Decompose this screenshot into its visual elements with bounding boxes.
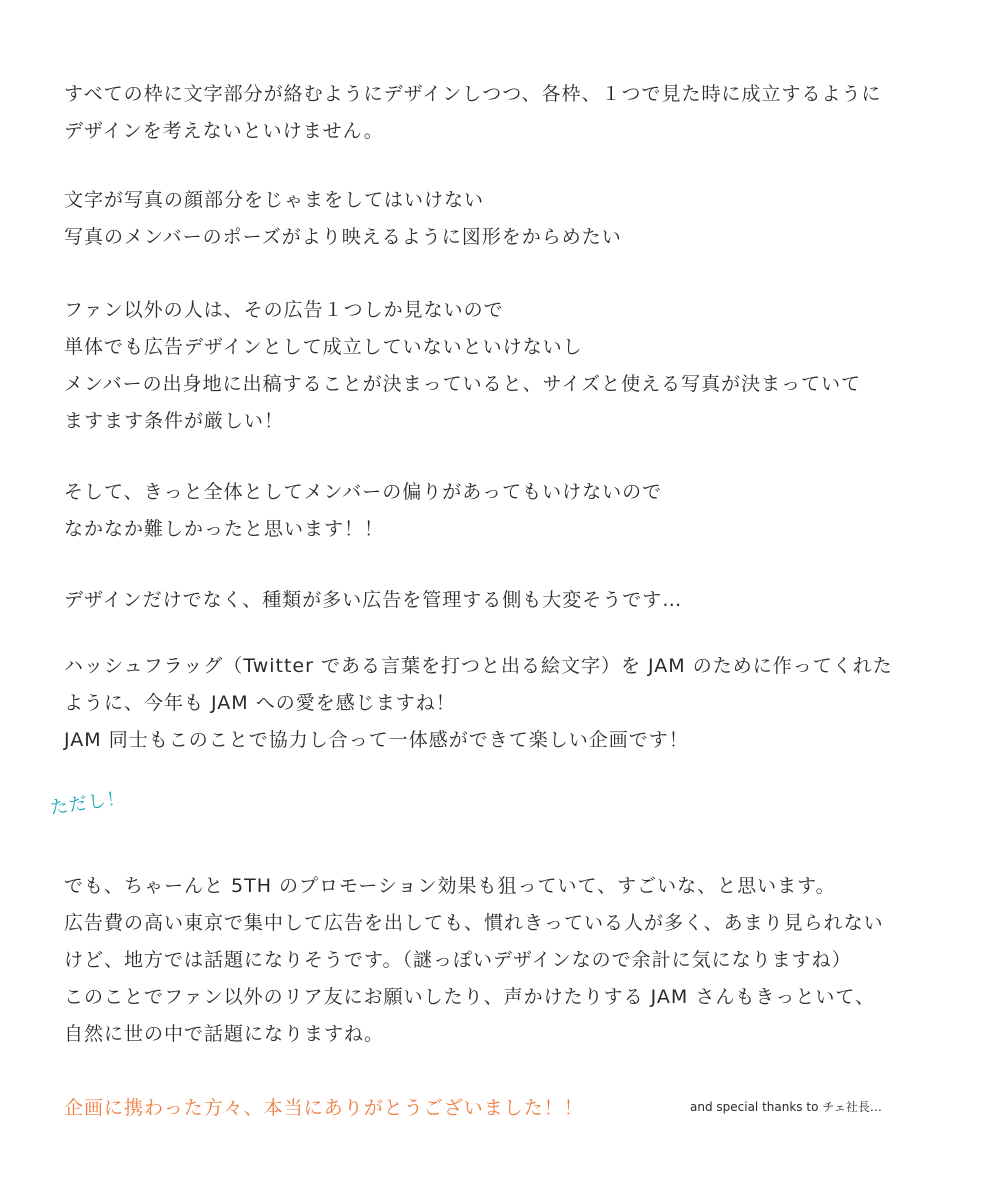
paragraph-7 bbox=[64, 868, 944, 1053]
special-thanks: and special thanks to チェ社長… bbox=[690, 1100, 882, 1114]
text-line: このことでファン以外のリア友にお願いしたり、声かけたりする JAM さんもきっといて、 bbox=[64, 986, 875, 1008]
paragraph-6 bbox=[64, 648, 944, 759]
paragraph-5 bbox=[64, 582, 944, 619]
text-line: メンバーの出身地に出稿することが決まっていると、サイズと使える写真が決まっていて bbox=[64, 373, 862, 395]
text-line: けど、地方では話題になりそうです。（謎っぽいデザインなので余計に気になりますね） bbox=[64, 949, 852, 971]
paragraph-2 bbox=[64, 182, 944, 256]
paragraph-3 bbox=[64, 292, 944, 440]
text-line: ますます条件が厳しい！ bbox=[64, 410, 285, 432]
paragraph-1 bbox=[64, 76, 944, 150]
text-line: 写真のメンバーのポーズがより映えるように図形をからめたい bbox=[64, 226, 622, 248]
text-line: でも、ちゃーんと 5TH のプロモーション効果も狙っていて、すごいな、と思います。 bbox=[64, 875, 836, 897]
text-line: ように、今年も JAM への愛を感じますね！ bbox=[64, 692, 456, 714]
text-line: なかなか難しかったと思います！！ bbox=[64, 518, 385, 540]
closing-message: 企画に携わった方々、本当にありがとうございました！！ bbox=[64, 1097, 584, 1119]
text-line: 広告費の高い東京で集中して広告を出しても、慣れきっている人が多く、あまり見られない bbox=[64, 912, 884, 934]
paragraph-4 bbox=[64, 474, 944, 548]
note-heading: ただし！ bbox=[48, 787, 127, 819]
text-line: 文字が写真の顔部分をじゃまをしてはいけない bbox=[64, 189, 485, 211]
text-line: 自然に世の中で話題になりますね。 bbox=[64, 1023, 385, 1045]
text-line: デザインだけでなく、種類が多い広告を管理する側も大変そうです… bbox=[64, 589, 683, 611]
text-line: ハッシュフラッグ（Twitter である言葉を打つと出る絵文字）を JAM のために作ってくれた bbox=[64, 655, 893, 677]
text-line: そして、きっと全体としてメンバーの偏りがあってもいけないので bbox=[64, 481, 663, 503]
text-line: JAM 同士もこのことで協力し合って一体感ができて楽しい企画です！ bbox=[64, 729, 689, 751]
text-line: 単体でも広告デザインとして成立していないといけないし bbox=[64, 336, 583, 358]
text-line: デザインを考えないといけません。 bbox=[64, 120, 384, 142]
text-line: すべての枠に文字部分が絡むようにデザインしつつ、各枠、１つで見た時に成立するように bbox=[64, 83, 882, 105]
text-line: ファン以外の人は、その広告１つしか見ないので bbox=[64, 299, 504, 321]
